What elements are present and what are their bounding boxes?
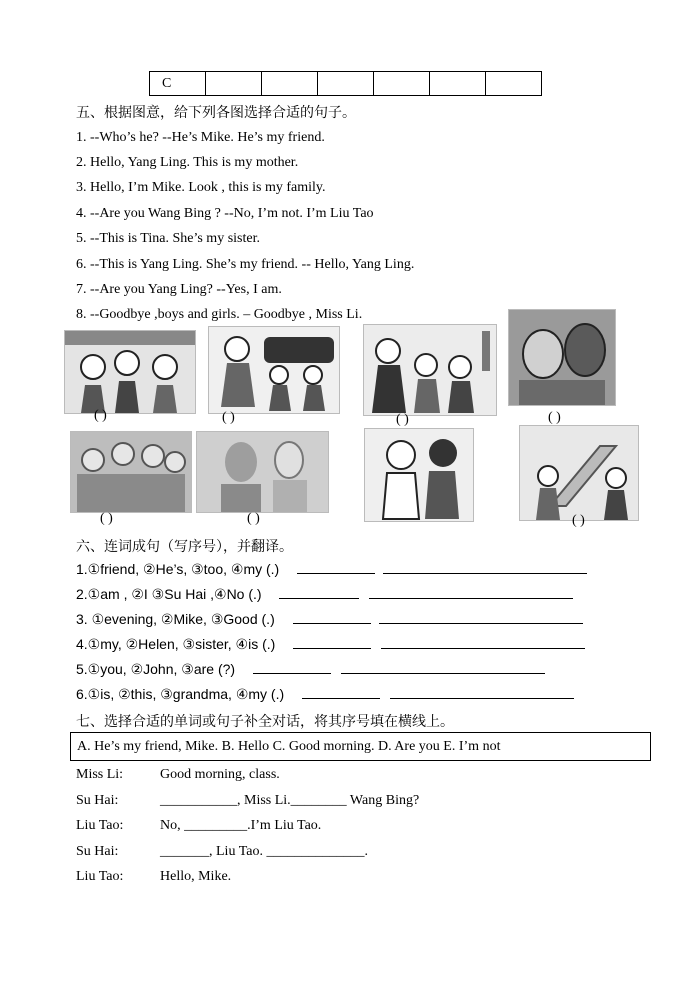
dialogue-text[interactable]: ___________, Miss Li.________ Wang Bing? (160, 793, 420, 808)
order-blank[interactable] (302, 686, 380, 699)
dialogue-text[interactable]: _______, Liu Tao. ______________. (160, 844, 368, 859)
three-girls-picture (64, 330, 196, 414)
section5-item: 1. --Who’s he? --He’s Mike. He’s my friend. (76, 130, 325, 145)
translation-blank[interactable] (381, 636, 585, 649)
section5-item: 8. --Goodbye ,boys and girls. – Goodbye , Miss Li. (76, 307, 363, 322)
section6-item (76, 636, 585, 653)
answer-paren[interactable]: ( ) (396, 412, 409, 427)
answer-cell[interactable] (318, 72, 374, 96)
section6-item (76, 661, 545, 678)
answer-table (149, 71, 542, 96)
translation-blank[interactable] (379, 611, 583, 624)
section5-item: 7. --Are you Yang Ling? --Yes, I am. (76, 282, 282, 297)
answer-paren[interactable]: ( ) (247, 511, 260, 526)
section6-title: 六、连词成句（写序号），并翻译。 (76, 540, 293, 555)
section6-item (76, 586, 573, 603)
dialogue-line (76, 767, 280, 783)
dialogue-line (76, 844, 368, 860)
order-blank[interactable] (293, 611, 371, 624)
section6-item-text: 3. ①evening, ②Mike, ③Good (.) (76, 611, 275, 627)
answer-cell[interactable] (430, 72, 486, 96)
two-people-picture (196, 431, 329, 513)
section5-title: 五、根据图意，给下列各图选择合适的句子。 (76, 106, 356, 121)
answer-paren[interactable]: ( ) (100, 511, 113, 526)
section5-item: 3. Hello, I’m Mike. Look , this is my family. (76, 180, 326, 195)
section5-item: 4. --Are you Wang Bing ? --No, I’m not. I’m Liu Tao (76, 206, 374, 221)
section5-item: 6. --This is Yang Ling. She’s my friend. -- Hello, Yang Ling. (76, 257, 415, 272)
speaker-name: Su Hai: (76, 793, 119, 808)
speaker-name: Liu Tao: (76, 869, 124, 884)
translation-blank[interactable] (390, 686, 574, 699)
cartoon-animals-picture (508, 309, 616, 406)
section6-item (76, 561, 587, 578)
section7-title: 七、选择合适的单词或句子补全对话，将其序号填在横线上。 (76, 715, 454, 730)
answer-paren[interactable]: ( ) (572, 513, 585, 528)
family-group-picture (70, 431, 192, 513)
order-blank[interactable] (253, 661, 331, 674)
answer-cell[interactable] (486, 72, 542, 96)
section5-item: 2. Hello, Yang Ling. This is my mother. (76, 155, 299, 170)
section6-item-text: 4.①my, ②Helen, ③sister, ④is (.) (76, 636, 276, 652)
playground-picture (519, 425, 639, 521)
answer-cell[interactable] (262, 72, 318, 96)
section5-item: 5. --This is Tina. She’s my sister. (76, 231, 260, 246)
children-waving-picture (363, 324, 497, 416)
dialogue-line (76, 869, 231, 885)
section6-item (76, 611, 583, 628)
answer-paren[interactable]: ( ) (548, 410, 561, 425)
translation-blank[interactable] (383, 561, 587, 574)
answer-paren[interactable]: ( ) (94, 408, 107, 423)
dialogue-line (76, 793, 419, 809)
dialogue-text: Hello, Mike. (160, 869, 232, 884)
dialogue-text: Good morning, class. (160, 767, 280, 782)
speaker-name: Liu Tao: (76, 818, 124, 833)
answer-paren[interactable]: ( ) (222, 410, 235, 425)
section6-item-text: 1.①friend, ②He’s, ③too, ④my (.) (76, 561, 280, 577)
translation-blank[interactable] (341, 661, 545, 674)
order-blank[interactable] (293, 636, 371, 649)
speaker-name: Su Hai: (76, 844, 119, 859)
options-box: A. He’s my friend, Mike. B. Hello C. Good morning. D. Are you E. I’m not (70, 732, 651, 761)
order-blank[interactable] (297, 561, 375, 574)
answer-cell-label: C (150, 72, 206, 96)
section6-item-text: 5.①you, ②John, ③are (?) (76, 661, 236, 677)
speaker-name: Miss Li: (76, 767, 124, 782)
section6-item (76, 686, 574, 703)
answer-cell[interactable] (374, 72, 430, 96)
section6-item-text: 2.①am , ②I ③Su Hai ,④No (.) (76, 586, 262, 602)
answer-cell[interactable] (206, 72, 262, 96)
translation-blank[interactable] (369, 586, 573, 599)
two-children-picture (364, 428, 474, 522)
family-car-picture (208, 326, 340, 414)
dialogue-text[interactable]: No, _________.I’m Liu Tao. (160, 818, 322, 833)
order-blank[interactable] (279, 586, 359, 599)
section6-item-text: 6.①is, ②this, ③grandma, ④my (.) (76, 686, 285, 702)
dialogue-line (76, 818, 321, 834)
